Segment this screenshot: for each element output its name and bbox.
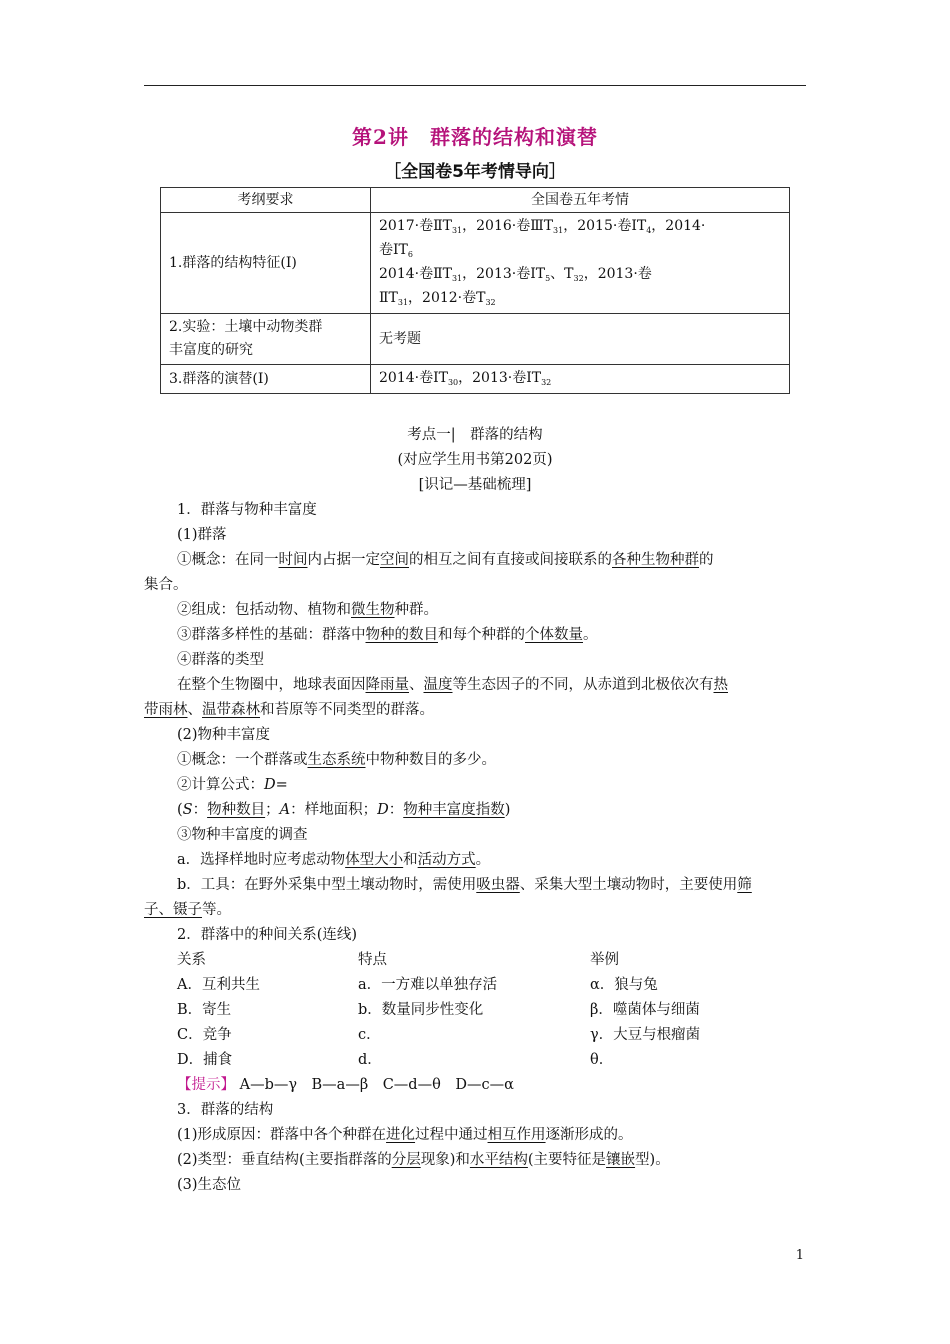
relation-example: θ．	[590, 1052, 614, 1068]
table-row	[161, 213, 790, 314]
tip-answer: 【提示】 A—b—γ B—a—β C—d—θ D—c—α	[177, 1077, 514, 1093]
relation-example: γ．大豆与根瘤菌	[590, 1027, 701, 1043]
table-header-cell: 考纲要求	[161, 188, 371, 213]
relation-item: B．寄生	[177, 1002, 232, 1018]
table-row	[161, 365, 790, 394]
relation-item: C．竞争	[177, 1027, 232, 1043]
relation-feature: d．	[358, 1052, 382, 1068]
paragraph-types: 在整个生物圈中，地球表面因降雨量、温度等生态因子的不同，从赤道到北极依次有热	[177, 677, 728, 693]
paragraph-survey-title: ③物种丰富度的调查	[177, 827, 308, 843]
paragraph-structure-types: (2)类型：垂直结构(主要指群落的分层现象)和水平结构(主要特征是镶嵌型)。	[177, 1152, 670, 1168]
page-number: 1	[795, 1248, 804, 1263]
relation-item: D．捕食	[177, 1052, 233, 1068]
paragraph-niche: (3)生态位	[177, 1177, 242, 1193]
relation-header: 特点	[358, 952, 387, 968]
table-header-row	[161, 188, 790, 213]
paragraph-concept: ①概念：在同一时间内占据一定空间的相互之间有直接或间接联系的各种生物种群的	[177, 552, 714, 568]
paragraph-formula-legend: (S：物种数目；A：样地面积；D：物种丰富度指数)	[177, 802, 511, 818]
relation-example: β．噬菌体与细菌	[590, 1002, 700, 1018]
heading-3: 3．群落的结构	[177, 1102, 274, 1118]
relation-header: 关系	[177, 952, 206, 968]
table-header-cell: 全国卷五年考情	[371, 188, 790, 213]
heading-1: 1．群落与物种丰富度	[177, 502, 317, 518]
table-cell-requirement: 1.群落的结构特征(Ⅰ)	[161, 213, 371, 314]
paragraph-types-title: ④群落的类型	[177, 652, 264, 668]
heading-2: 2．群落中的种间关系(连线)	[177, 927, 358, 943]
section-tag: [识记—基础梳理]	[418, 477, 532, 493]
subheading-richness: (2)物种丰富度	[177, 727, 271, 743]
paragraph-survey-b: b．工具：在野外采集中型土壤动物时，需使用吸虫器、采集大型土壤动物时，主要使用筛	[177, 877, 752, 893]
table-row	[161, 314, 790, 365]
paragraph-concept-cont: 集合。	[144, 577, 188, 593]
paragraph-diversity: ③群落多样性的基础：群落中物种的数目和每个种群的个体数量。	[177, 627, 598, 643]
relation-feature: b．数量同步性变化	[358, 1002, 484, 1018]
paragraph-survey-b-cont: 子、镊子等。	[144, 902, 231, 918]
tip-label: 【提示】	[177, 1077, 235, 1093]
table-cell-requirement: 3.群落的演替(Ⅰ)	[161, 365, 371, 394]
exam-trend-table	[160, 187, 790, 394]
lesson-subtitle: ［全国卷5年考情导向］	[384, 162, 566, 182]
relation-item: A．互利共生	[177, 977, 260, 993]
lesson-title: 第2讲 群落的结构和演替	[352, 125, 598, 149]
subheading-community: (1)群落	[177, 527, 227, 543]
paragraph-composition: ②组成：包括动物、植物和微生物种群。	[177, 602, 438, 618]
table-cell-requirement: 2.实验：土壤中动物类群 丰富度的研究	[161, 314, 371, 365]
relation-feature: a．一方难以单独存活	[358, 977, 498, 993]
section-heading: 考点一| 群落的结构	[407, 427, 543, 443]
table-cell-history: 无考题	[371, 314, 790, 365]
paragraph-formula: ②计算公式：D=	[177, 777, 288, 793]
paragraph-origin: (1)形成原因：群落中各个种群在进化过程中通过相互作用逐渐形成的。	[177, 1127, 633, 1143]
relation-feature: c．	[358, 1027, 381, 1043]
section-reference: (对应学生用书第202页)	[397, 452, 553, 468]
header-rule	[144, 85, 806, 86]
paragraph-richness-concept: ①概念：一个群落或生态系统中物种数目的多少。	[177, 752, 496, 768]
paragraph-types-cont: 带雨林、温带森林和苔原等不同类型的群落。	[144, 702, 434, 718]
relation-example: α．狼与兔	[590, 977, 658, 993]
table-cell-history: 2017·卷$ⅡT_{31}$，2016·卷$ⅢT_{31}$，2015·卷$ⅠT_4$，2014· 卷$ⅠT_6$ 2014·卷$ⅡT_{31}$，2013·卷$ⅠT_5$、$T_{32}$，2013·卷 $ⅡT_{31}$，2012·卷$T_{32}$	[371, 213, 790, 314]
table-cell-history: 2014·卷$ⅠT_{30}$，2013·卷$ⅠT_{32}$	[371, 365, 790, 394]
paragraph-survey-a: a．选择样地时应考虑动物体型大小和活动方式。	[177, 852, 491, 868]
relation-header: 举例	[590, 952, 619, 968]
